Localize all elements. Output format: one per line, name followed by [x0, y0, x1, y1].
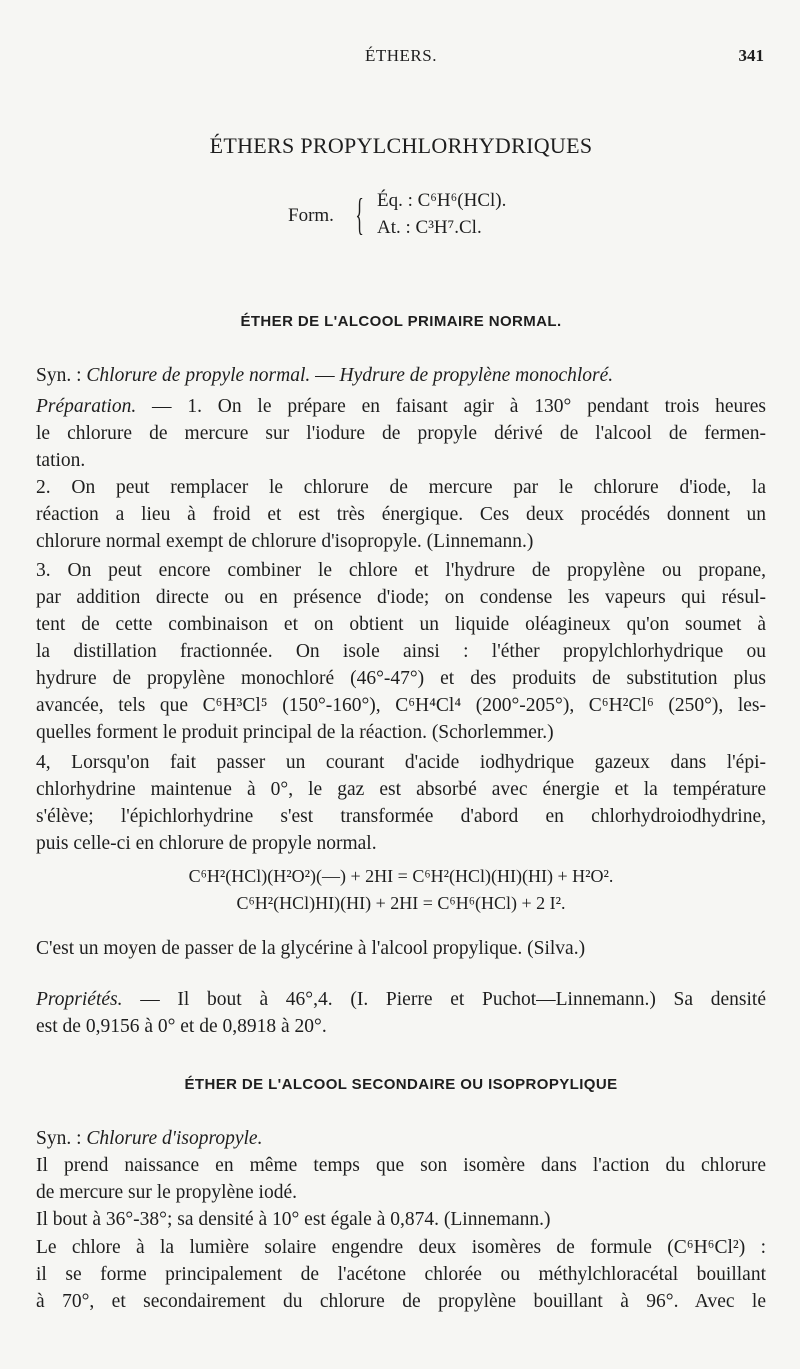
paragraph-line: de mercure sur le propylène iodé. — [36, 1182, 297, 1203]
paragraph-line: est de 0,9156 à 0° et de 0,8918 à 20°. — [36, 1016, 327, 1037]
formula-atomic: At. : C³H⁷.Cl. — [377, 217, 482, 238]
paragraph-line: la distillation fractionnée. On isole ainsi : l'éther propylchlorhydrique ou — [36, 641, 766, 662]
formula-brace: { — [355, 190, 364, 239]
section-heading-primary: ÉTHER DE L'ALCOOL PRIMAIRE NORMAL. — [240, 313, 562, 330]
equation-line: C⁶H²(HCl)(H²O²)(—) + 2HI = C⁶H²(HCl)(HI)(HI) + H²O². — [188, 866, 614, 886]
page-title: ÉTHERS PROPYLCHLORHYDRIQUES — [209, 133, 593, 158]
paragraph-line: à 70°, et secondairement du chlorure de propylène bouillant à 96°. Avec le — [36, 1291, 766, 1312]
paragraph-line: puis celle-ci en chlorure de propyle normal. — [36, 833, 377, 854]
paragraph-line: avancée, tels que C⁶H³Cl⁵ (150°-160°), C⁶H⁴Cl⁴ (200°-205°), C⁶H²Cl⁶ (250°), les- — [36, 695, 766, 716]
paragraph-line: il se forme principalement de l'acétone chlorée ou méthylchloracétal bouillant — [36, 1264, 766, 1285]
formula-equivalent: Éq. : C⁶H⁶(HCl). — [377, 190, 507, 211]
paragraph-line: tation. — [36, 450, 86, 471]
paragraph-line: chlorhydrine maintenue à 0°, le gaz est absorbé avec énergie et la température — [36, 779, 766, 800]
paragraph-line: chlorure normal exempt de chlorure d'isopropyle. (Linnemann.) — [36, 531, 534, 552]
paragraph-line: s'élève; l'épichlorhydrine s'est transformée d'abord en chlorhydroiodhydrine, — [36, 806, 766, 827]
paragraph-line: Syn. : Chlorure d'isopropyle. — [36, 1128, 263, 1149]
paragraph-line: le chlorure de mercure sur l'iodure de propyle dérivé de l'alcool de fermen- — [36, 423, 766, 444]
paragraph-line: hydrure de propylène monochloré (46°-47°) et des produits de substitution plus — [36, 668, 766, 689]
equation-line: C⁶H²(HCl)HI)(HI) + 2HI = C⁶H⁶(HCl) + 2 I². — [236, 893, 566, 913]
paragraph-line: Il bout à 36°-38°; sa densité à 10° est égale à 0,874. (Linnemann.) — [36, 1209, 551, 1230]
paragraph-line: Il prend naissance en même temps que son isomère dans l'action du chlorure — [36, 1155, 766, 1176]
formula-block — [288, 190, 588, 246]
paragraph-line: 2. On peut remplacer le chlorure de mercure par le chlorure d'iode, la — [36, 477, 766, 498]
paragraph-line: quelles forment le produit principal de la réaction. (Schorlemmer.) — [36, 722, 554, 743]
paragraph-line: tent de cette combinaison et on obtient un liquide oléagineux qu'on soumet à — [36, 614, 766, 635]
document-page — [36, 0, 766, 1369]
page-header — [36, 46, 766, 74]
paragraph-line: Le chlore à la lumière solaire engendre deux isomères de formule (C⁶H⁶Cl²) : — [36, 1237, 766, 1258]
paragraph-line: Propriétés. — Il bout à 46°,4. (I. Pierre et Puchot—Linnemann.) Sa densité — [36, 989, 766, 1010]
paragraph-line: Syn. : Chlorure de propyle normal. — Hydrure de propylène monochloré. — [36, 365, 614, 386]
paragraph-line: C'est un moyen de passer de la glycérine à l'alcool propylique. (Silva.) — [36, 938, 586, 959]
running-title: ÉTHERS. — [365, 46, 437, 65]
paragraph-line: 4, Lorsqu'on fait passer un courant d'acide iodhydrique gazeux dans l'épi- — [36, 752, 766, 773]
section-heading-secondary: ÉTHER DE L'ALCOOL SECONDAIRE OU ISOPROPYLIQUE — [184, 1076, 618, 1093]
formula-label: Form. — [288, 205, 334, 226]
paragraph-line: réaction a lieu à froid et est très énergique. Ces deux procédés donnent un — [36, 504, 766, 525]
page-number: 341 — [738, 46, 764, 65]
paragraph-line: par addition directe ou en présence d'iode; on condense les vapeurs qui résul- — [36, 587, 766, 608]
paragraph-line: Préparation. — 1. On le prépare en faisant agir à 130° pendant trois heures — [36, 396, 766, 417]
paragraph-line: 3. On peut encore combiner le chlore et l'hydrure de propylène ou propane, — [36, 560, 766, 581]
